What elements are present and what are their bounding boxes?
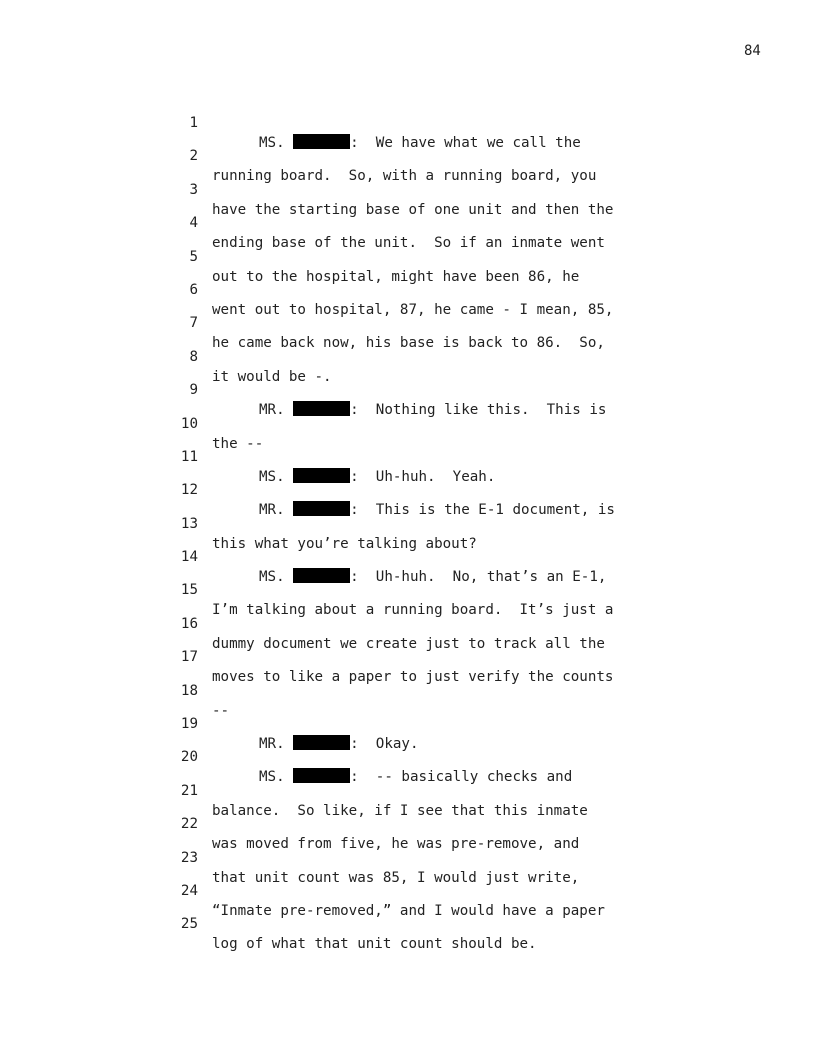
line-number: 25: [180, 916, 198, 933]
transcript-line: [172, 293, 692, 352]
line-number: 23: [180, 849, 198, 866]
transcript-line: [172, 560, 692, 619]
line-number: 4: [189, 215, 198, 232]
transcript-body: [172, 93, 692, 953]
transcript-line: [172, 594, 692, 652]
line-number: 1: [189, 115, 198, 131]
transcript-line: [172, 126, 692, 185]
line-number: 19: [180, 716, 198, 733]
transcript-line: [172, 661, 692, 719]
line-number: 15: [180, 582, 198, 599]
line-text: was moved from five, he was pre-remove, and: [212, 836, 580, 853]
speaker-label: MS.: [259, 135, 285, 151]
line-text: -- basically checks and: [358, 769, 573, 786]
transcript-line: 11 MS. : Uh-huh. Yeah.: [172, 427, 692, 460]
speaker-label: MS.: [259, 769, 285, 786]
line-text: log of what that unit count should be.: [212, 936, 537, 953]
line-number: 22: [180, 816, 198, 833]
speaker-label: MS.: [259, 569, 285, 586]
line-text: have the starting base of one unit and then the: [212, 201, 614, 218]
line-number: 6: [189, 281, 198, 298]
transcript-line: [172, 894, 692, 953]
transcript-line: 9 MR. : Nothing like this. This is: [172, 360, 692, 393]
line-text: We have what we call the: [358, 135, 581, 151]
transcript-line: [172, 193, 692, 252]
speaker-label: MR.: [259, 402, 285, 419]
transcript-line: 14 MS. : Uh-huh. No, that’s an E-1,: [172, 527, 692, 560]
line-text: Uh-huh. No, that’s an E-1,: [358, 569, 607, 586]
transcript-line: [172, 794, 692, 853]
line-text: “Inmate pre-removed,” and I would have a paper: [212, 902, 605, 919]
line-text: Okay.: [358, 736, 419, 753]
line-number: 24: [180, 882, 198, 899]
line-text: Uh-huh. Yeah.: [358, 468, 496, 485]
transcript-line: 12 MR. : This is the E-1 document, is: [172, 460, 692, 493]
line-number: 10: [180, 415, 198, 432]
speaker-label: MR.: [259, 736, 285, 753]
line-number: 18: [180, 682, 198, 699]
page-number: 84: [744, 43, 761, 59]
line-number: 11: [180, 448, 198, 465]
transcript-line: 1 MS. : We have what we call the: [172, 93, 692, 126]
line-number: 21: [180, 782, 198, 799]
line-number: 9: [189, 382, 198, 399]
line-number: 20: [180, 749, 198, 766]
transcript-line: [172, 160, 692, 218]
line-number: 2: [189, 148, 198, 165]
transcript-line: [172, 828, 692, 886]
line-text: ending base of the unit. So if an inmate went: [212, 235, 605, 252]
line-text: the --: [212, 435, 264, 452]
line-text: This is the E-1 document, is: [358, 502, 615, 519]
line-text: that unit count was 85, I would just write,: [212, 869, 580, 886]
line-number: 8: [189, 348, 198, 365]
transcript-line: [172, 861, 692, 919]
line-text: --: [212, 702, 230, 719]
line-number: 14: [180, 549, 198, 566]
transcript-line: 20 MS. : -- basically checks and: [172, 727, 692, 760]
line-number: 7: [189, 315, 198, 332]
line-text: running board. So, with a running board, you: [212, 168, 597, 185]
line-number: 3: [189, 181, 198, 198]
transcript-line: [172, 260, 692, 318]
speaker-label: MR.: [259, 502, 285, 519]
line-number: 16: [180, 615, 198, 632]
line-number: 5: [189, 248, 198, 265]
line-text: I’m talking about a running board. It’s just a: [212, 602, 614, 619]
line-number: 13: [180, 515, 198, 532]
transcript-line: [172, 327, 692, 385]
transcript-line: [172, 394, 692, 452]
transcript-line: [172, 227, 692, 285]
line-number: 12: [180, 482, 198, 499]
transcript-line: [172, 627, 692, 686]
transcript-line: [172, 761, 692, 819]
line-number: 17: [180, 649, 198, 666]
speaker-label: MS.: [259, 468, 285, 485]
transcript-line: 19 MR. : Okay.: [172, 694, 692, 727]
line-text: out to the hospital, might have been 86, he: [212, 268, 580, 285]
line-text: Nothing like this. This is: [358, 402, 607, 419]
line-text: balance. So like, if I see that this inmate: [212, 802, 588, 819]
line-text: dummy document we create just to track all the: [212, 635, 605, 652]
transcript-line: [172, 494, 692, 552]
line-text: it would be -.: [212, 368, 332, 385]
line-text: went out to hospital, 87, he came - I mean, 85,: [212, 301, 614, 318]
line-text: moves to like a paper to just verify the counts: [212, 669, 614, 686]
line-text: he came back now, his base is back to 86. So,: [212, 335, 605, 352]
line-text: this what you’re talking about?: [212, 535, 477, 552]
